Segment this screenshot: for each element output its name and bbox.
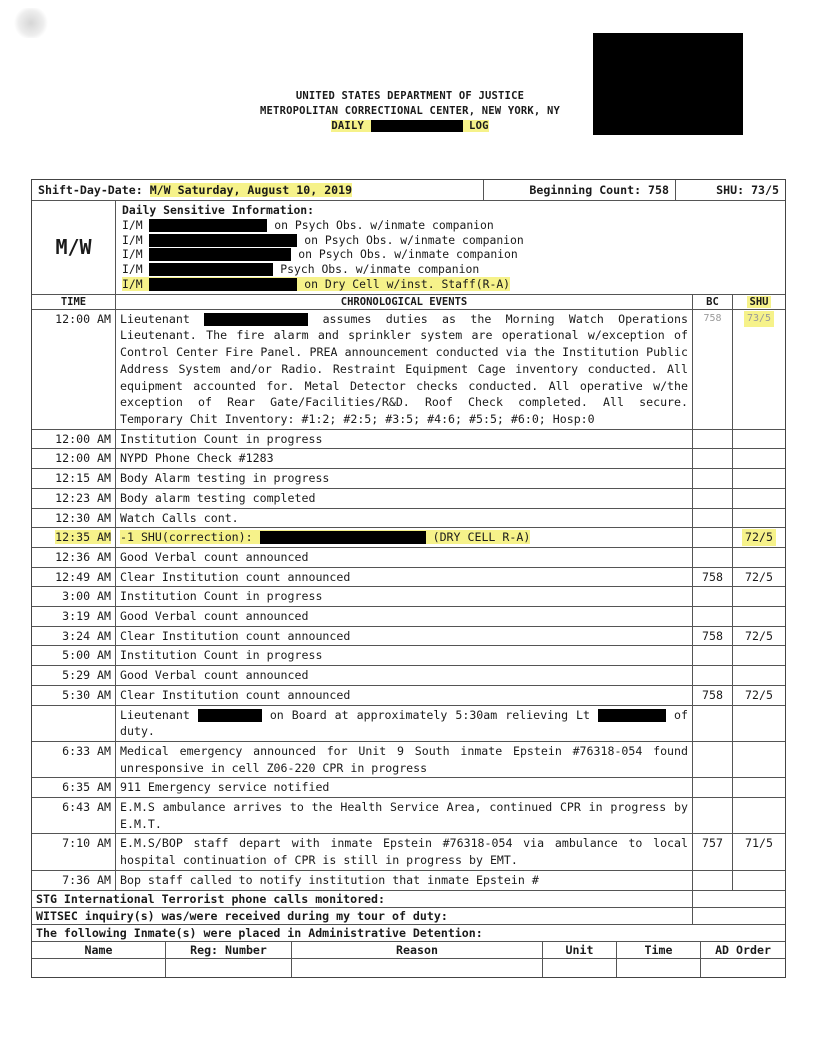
entry-time: 12:30 AM [32,509,116,528]
entry-bc [693,798,733,833]
log-entry [32,567,785,587]
entry-shu [733,666,785,685]
witsec-label: WITSEC inquiry(s) was/were received during my tour of duty: [32,908,693,924]
entry-text: -1 SHU(correction): (DRY CELL R-A) [116,528,693,547]
entry-bc [693,742,733,777]
entry-text: NYPD Phone Check #1283 [116,449,693,468]
entry-text: Institution Count in progress [116,646,693,665]
entry-time: 5:30 AM [32,686,116,705]
entry-bc [693,646,733,665]
admin-detention-row [32,924,785,941]
sensitive-line: I/M on Psych Obs. w/inmate companion [122,232,524,247]
daily-log-table [31,179,786,978]
log-entry [32,547,785,567]
entry-text: Institution Count in progress [116,587,693,606]
entry-text: Bop staff called to notify institution that inmate Epstein # [116,871,693,890]
redaction [260,531,426,544]
entry-time: 12:00 AM [32,310,116,429]
log-entry [32,448,785,468]
entry-bc [693,587,733,606]
sensitive-info [116,201,785,294]
entry-bc [693,666,733,685]
entry-text: Good Verbal count announced [116,607,693,626]
entry-shu [733,469,785,488]
entry-time [32,706,116,741]
entry-time: 6:43 AM [32,798,116,833]
entry-time: 6:33 AM [32,742,116,777]
entry-shu: 72/5 [745,687,773,702]
redaction [149,234,297,247]
entry-time: 12:00 AM [32,430,116,449]
sensitive-line: I/M on Dry Cell w/inst. Staff(R-A) [122,276,511,291]
entry-time: 12:49 AM [32,568,116,587]
log-entry [32,527,785,547]
entry-time: 12:00 AM [32,449,116,468]
scan-smudge [14,8,48,38]
ad-col-time: Time [617,942,701,958]
ad-col-unit: Unit [543,942,617,958]
redaction [149,248,291,261]
log-entry [32,586,785,606]
entry-bc: 758 [693,310,733,429]
entry-text: Clear Institution count announced [116,568,693,587]
log-entry [32,626,785,646]
redaction [598,709,666,722]
entry-time: 12:23 AM [32,489,116,508]
entry-time: 3:24 AM [32,627,116,646]
header-log-title [200,119,620,134]
entry-text: Body Alarm testing in progress [116,469,693,488]
entry-text: Good Verbal count announced [116,666,693,685]
shift-day-date [32,180,484,200]
log-entry [32,870,785,890]
log-entry [32,777,785,797]
entry-text: Clear Institution count announced [116,686,693,705]
entry-shu [733,548,785,567]
entry-time: 12:35 AM [32,528,116,547]
entry-text: Institution Count in progress [116,430,693,449]
entry-text: Medical emergency announced for Unit 9 South inmate Epstein #76318-054 found unresponsive in cell Z06-220 CPR in progress [116,742,693,777]
entry-bc [693,489,733,508]
redaction [149,278,297,291]
shu-count: SHU: 73/5 [716,183,779,197]
log-entry [32,429,785,449]
log-entry [32,833,785,869]
entry-text: Clear Institution count announced [116,627,693,646]
entry-shu [733,587,785,606]
sensitive-line: I/M on Psych Obs. w/inmate companion [122,247,518,262]
entry-shu [733,798,785,833]
shift-row [32,180,785,200]
entry-shu [733,742,785,777]
entry-shu [733,706,785,741]
log-entry [32,606,785,626]
entry-text: Watch Calls cont. [116,509,693,528]
log-entry [32,309,785,429]
entry-shu [733,430,785,449]
entry-shu [733,449,785,468]
entry-bc [693,778,733,797]
entry-bc [693,607,733,626]
ad-col-reg: Reg: Number [166,942,292,958]
entry-shu [733,509,785,528]
entry-bc: 757 [693,834,733,869]
ad-empty-row [32,958,785,977]
entry-bc [693,548,733,567]
ad-col-order: AD Order [715,942,771,957]
entry-time: 6:35 AM [32,778,116,797]
shift-value: M/W Saturday, August 10, 2019 [149,183,353,197]
entry-bc [693,706,733,741]
entry-time: 5:29 AM [32,666,116,685]
col-time-header: TIME [32,295,116,309]
entry-text: Lieutenant assumes duties as the Morning Watch Operations Lieutenant. The fire alarm and sprinkler system are operational w/exception of Control Center Fire Panel. PREA announcement conducted via the Institution Public Address System and/or Radio. Restraint Equipment Cage inventory conducted. All equipment accounted for. Metal Detector checks conducted. All operative w/the exception of Rear Gate/Facilities/R&D. Roof Check completed. All secure. Temporary Chit Inventory: #1:2; #2:5; #3:5; #4:6; #5:5; #6:0; Hosp:0 [116,310,693,429]
entry-shu [733,871,785,890]
shift-code: M/W [32,201,116,294]
entry-bc [693,509,733,528]
col-events-header: CHRONOLOGICAL EVENTS [116,295,693,309]
entry-text: 911 Emergency service notified [116,778,693,797]
entry-bc: 758 [693,627,733,646]
entry-shu [733,646,785,665]
col-shu-header: SHU [733,295,785,309]
column-header-row [32,294,785,309]
redaction [149,219,267,232]
redaction [371,120,463,132]
redaction [149,263,273,276]
entry-bc [693,430,733,449]
ad-col-name: Name [32,942,166,958]
log-entry [32,665,785,685]
entry-time: 12:15 AM [32,469,116,488]
redaction [198,709,262,722]
entry-shu: 72/5 [745,628,773,643]
admin-detention-label: The following Inmate(s) were placed in Administrative Detention: [36,925,483,940]
document-header [200,89,620,134]
log-entry [32,645,785,665]
entry-text: Body alarm testing completed [116,489,693,508]
log-entry [32,468,785,488]
entry-bc: 758 [693,686,733,705]
entry-time: 7:10 AM [32,834,116,869]
header-agency: UNITED STATES DEPARTMENT OF JUSTICE [295,90,525,102]
shift-label: Shift-Day-Date: [38,183,143,197]
sensitive-info-row [32,200,785,294]
sensitive-line: I/M on Psych Obs. w/inmate companion [122,217,494,232]
entry-text: Lieutenant on Board at approximately 5:30am relieving Lt of duty. [116,706,693,741]
log-entry [32,705,785,741]
entry-bc [693,528,733,547]
ad-col-reason: Reason [292,942,543,958]
redaction [204,313,308,326]
header-daily: DAILY [331,120,364,132]
witsec-row [32,907,785,924]
sensitive-line: I/M Psych Obs. w/inmate companion [122,262,480,277]
entry-text: E.M.S ambulance arrives to the Health Service Area, continued CPR in progress by E.M.T. [116,798,693,833]
entry-time: 5:00 AM [32,646,116,665]
log-entry [32,797,785,833]
entry-shu [733,778,785,797]
col-bc-header: BC [693,295,733,309]
log-entry [32,685,785,705]
stg-row [32,890,785,907]
entry-bc [693,469,733,488]
entry-time: 12:36 AM [32,548,116,567]
entry-text: Good Verbal count announced [116,548,693,567]
log-entry [32,488,785,508]
header-facility: METROPOLITAN CORRECTIONAL CENTER, NEW YORK, NY [260,105,560,117]
entry-shu: 73/5 [733,310,785,429]
entry-bc: 758 [693,568,733,587]
entry-shu [733,489,785,508]
entry-time: 7:36 AM [32,871,116,890]
header-log: LOG [469,120,489,132]
entry-bc [693,449,733,468]
entry-time: 3:00 AM [32,587,116,606]
sensitive-title: Daily Sensitive Information: [122,203,315,217]
log-entry [32,741,785,777]
entry-time: 3:19 AM [32,607,116,626]
stg-label: STG International Terrorist phone calls monitored: [32,891,693,907]
entry-shu: 72/5 [733,528,785,547]
entry-shu: 72/5 [745,569,773,584]
entry-text: E.M.S/BOP staff depart with inmate Epstein #76318-054 via ambulance to local hospital continuation of CPR is still in progress by EMT. [116,834,693,869]
entry-shu: 71/5 [745,836,773,851]
log-entry [32,508,785,528]
ad-header-row [32,941,785,958]
entry-shu [733,607,785,626]
entry-bc [693,871,733,890]
beginning-count: Beginning Count: 758 [484,180,676,200]
